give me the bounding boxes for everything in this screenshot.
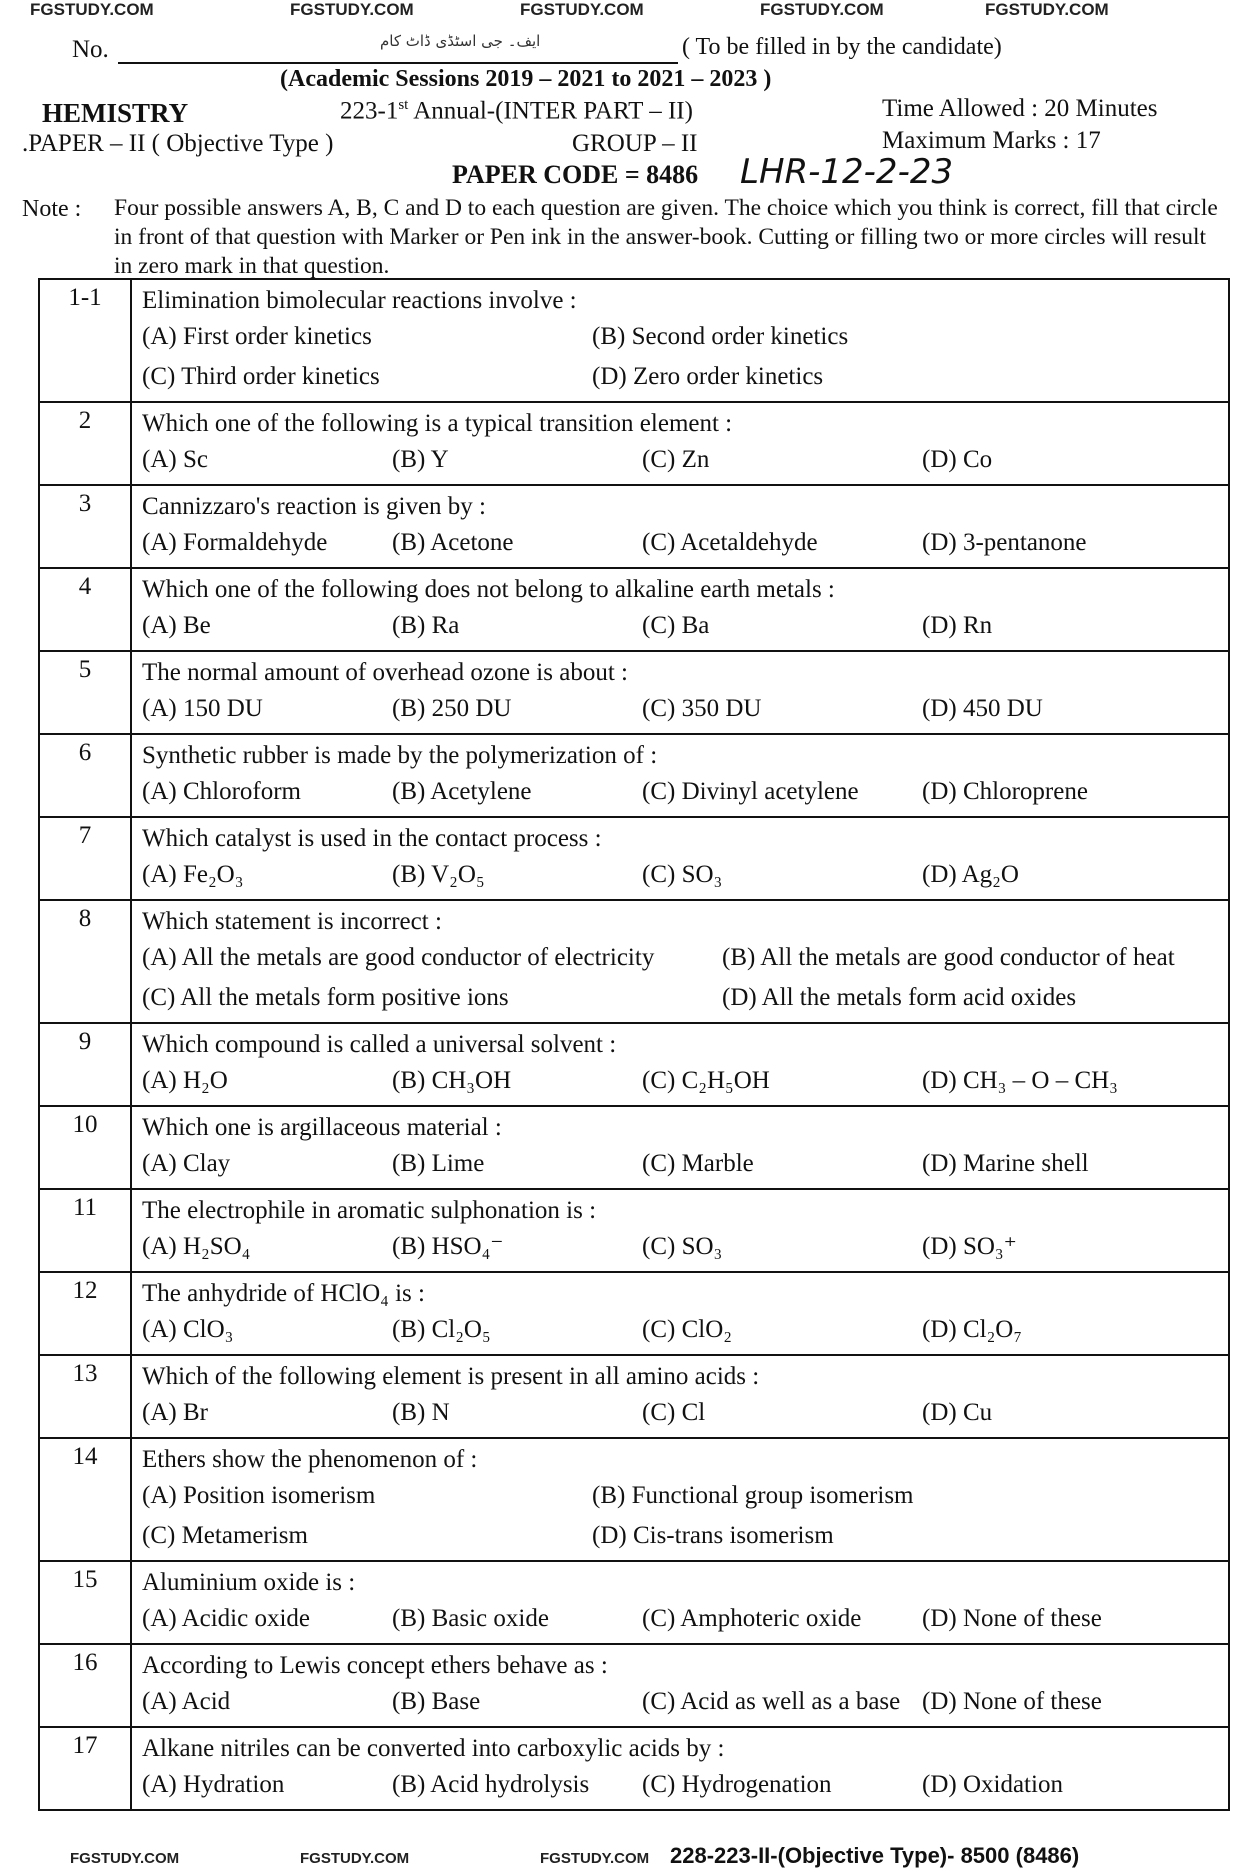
options-row bbox=[142, 938, 1218, 978]
question-row bbox=[39, 279, 1229, 402]
question-number: 5 bbox=[39, 651, 131, 734]
answer-option[interactable]: (C) Ba bbox=[642, 612, 710, 639]
question-number: 11 bbox=[39, 1189, 131, 1272]
answer-option[interactable]: (B) Functional group isomerism bbox=[592, 1482, 914, 1509]
question-text: Which one is argillaceous material : bbox=[142, 1114, 502, 1141]
answer-option[interactable]: (A) Chloroform bbox=[142, 778, 301, 805]
question-cell bbox=[131, 402, 1229, 485]
question-number: 6 bbox=[39, 734, 131, 817]
question-row bbox=[39, 900, 1229, 1023]
question-text: Which statement is incorrect : bbox=[142, 908, 442, 935]
question-row bbox=[39, 1438, 1229, 1561]
answer-option[interactable]: (D) All the metals form acid oxides bbox=[722, 984, 1077, 1011]
question-row bbox=[39, 1644, 1229, 1727]
question-row bbox=[39, 1189, 1229, 1272]
note-text: Four possible answers A, B, C and D to each question are given. The choice which you think is correct, fill that circle in front of that question with Marker or Pen ink in the answer-book. Cutting or filling two or more circles will result in zero mark in that question. bbox=[114, 195, 1218, 279]
maximum-marks: Maximum Marks : 17 bbox=[882, 127, 1101, 154]
answer-option[interactable]: (A) ClO₃ bbox=[142, 1316, 234, 1343]
question-number: 13 bbox=[39, 1355, 131, 1438]
answer-option[interactable]: (C) Acid as well as a base bbox=[642, 1688, 901, 1715]
question-cell bbox=[131, 817, 1229, 900]
question-number: 3 bbox=[39, 485, 131, 568]
answer-option[interactable]: (A) Position isomerism bbox=[142, 1482, 376, 1509]
question-text: Synthetic rubber is made by the polymerization of : bbox=[142, 742, 658, 769]
question-number: 7 bbox=[39, 817, 131, 900]
question-number: 17 bbox=[39, 1727, 131, 1810]
watermark: FGSTUDY.COM bbox=[760, 0, 884, 19]
question-row bbox=[39, 402, 1229, 485]
answer-option[interactable]: (B) Acetylene bbox=[392, 778, 532, 805]
answer-option[interactable]: (D) Marine shell bbox=[922, 1150, 1089, 1177]
question-text: Ethers show the phenomenon of : bbox=[142, 1446, 478, 1473]
question-number: 12 bbox=[39, 1272, 131, 1355]
answer-option[interactable]: (B) Lime bbox=[392, 1150, 485, 1177]
question-row bbox=[39, 817, 1229, 900]
question-cell bbox=[131, 1727, 1229, 1810]
answer-option[interactable]: (D) Oxidation bbox=[922, 1771, 1063, 1798]
options-row bbox=[142, 606, 1218, 646]
watermark: FGSTUDY.COM bbox=[290, 0, 414, 19]
question-row bbox=[39, 568, 1229, 651]
question-text: Which of the following element is present in all amino acids : bbox=[142, 1363, 760, 1390]
question-row bbox=[39, 1272, 1229, 1355]
answer-option[interactable]: (A) Br bbox=[142, 1399, 208, 1426]
question-number: 1-1 bbox=[39, 279, 131, 402]
footer-code: 228-223-II-(Objective Type)- 8500 (8486) bbox=[670, 1843, 1080, 1868]
answer-option[interactable]: (D) CH₃ – O – CH₃ bbox=[922, 1067, 1118, 1094]
options-row bbox=[142, 440, 1218, 480]
question-number: 14 bbox=[39, 1438, 131, 1561]
question-row bbox=[39, 1355, 1229, 1438]
question-text: Which one of the following does not belong to alkaline earth metals : bbox=[142, 576, 835, 603]
answer-option[interactable]: (A) Clay bbox=[142, 1150, 231, 1177]
question-row bbox=[39, 734, 1229, 817]
question-cell bbox=[131, 1355, 1229, 1438]
options-row bbox=[142, 1765, 1218, 1805]
question-text: The anhydride of HClO₄ is : bbox=[142, 1280, 425, 1307]
options-row bbox=[142, 855, 1218, 895]
time-allowed: Time Allowed : 20 Minutes bbox=[882, 95, 1158, 122]
annual-exam: 223-1st Annual-(INTER PART – II) bbox=[340, 97, 693, 125]
question-cell bbox=[131, 1106, 1229, 1189]
urdu-stamp: ایف۔ جی اسٹڈی ڈاٹ کام bbox=[380, 32, 541, 50]
answer-option[interactable]: (C) SO₃ bbox=[642, 861, 723, 888]
answer-option[interactable]: (C) 350 DU bbox=[642, 695, 762, 722]
watermark: FGSTUDY.COM bbox=[30, 0, 154, 19]
watermark: FGSTUDY.COM bbox=[985, 0, 1109, 19]
note-label: Note : bbox=[22, 196, 82, 222]
answer-option[interactable]: (A) Sc bbox=[142, 446, 208, 473]
answer-option[interactable]: (A) Acid bbox=[142, 1688, 231, 1715]
answer-option[interactable]: (C) Third order kinetics bbox=[142, 363, 380, 390]
answer-option[interactable]: (C) Marble bbox=[642, 1150, 754, 1177]
options-row bbox=[142, 1599, 1218, 1639]
subject-title: HEMISTRY bbox=[42, 98, 189, 128]
question-row bbox=[39, 1023, 1229, 1106]
answer-option[interactable]: (D) Chloroprene bbox=[922, 778, 1088, 805]
options-row bbox=[142, 1516, 1218, 1556]
answer-option[interactable]: (A) Be bbox=[142, 612, 211, 639]
answer-option[interactable]: (A) Hydration bbox=[142, 1771, 285, 1798]
options-row bbox=[142, 1061, 1218, 1101]
question-number: 8 bbox=[39, 900, 131, 1023]
options-row bbox=[142, 689, 1218, 729]
answer-option[interactable]: (D) Ag₂O bbox=[922, 861, 1019, 888]
question-row bbox=[39, 651, 1229, 734]
answer-option[interactable]: (B) N bbox=[392, 1399, 450, 1426]
answer-option[interactable]: (C) Metamerism bbox=[142, 1522, 308, 1549]
question-row bbox=[39, 1106, 1229, 1189]
question-text: Which compound is called a universal solvent : bbox=[142, 1031, 617, 1058]
question-cell bbox=[131, 1644, 1229, 1727]
answer-option[interactable]: (D) None of these bbox=[922, 1605, 1102, 1632]
roll-no-line bbox=[118, 62, 678, 64]
question-cell bbox=[131, 900, 1229, 1023]
options-row bbox=[142, 1476, 1218, 1516]
answer-option[interactable]: (C) Amphoteric oxide bbox=[642, 1605, 862, 1632]
academic-sessions: (Academic Sessions 2019 – 2021 to 2021 – 2023 ) bbox=[280, 66, 772, 92]
answer-option[interactable]: (B) Y bbox=[392, 446, 449, 473]
question-cell bbox=[131, 1561, 1229, 1644]
question-text: Aluminium oxide is : bbox=[142, 1569, 356, 1596]
group: GROUP – II bbox=[572, 130, 698, 157]
answer-option[interactable]: (C) ClO₂ bbox=[642, 1316, 732, 1343]
answer-option[interactable]: (C) C₂H₅OH bbox=[642, 1067, 770, 1094]
answer-option[interactable]: (D) Cis-trans isomerism bbox=[592, 1522, 834, 1549]
answer-option[interactable]: (A) H₂SO₄ bbox=[142, 1233, 251, 1260]
question-number: 2 bbox=[39, 402, 131, 485]
question-text: The normal amount of overhead ozone is about : bbox=[142, 659, 628, 686]
watermark: FGSTUDY.COM bbox=[540, 1850, 650, 1867]
options-row bbox=[142, 1393, 1218, 1433]
question-number: 16 bbox=[39, 1644, 131, 1727]
answer-option[interactable]: (D) Zero order kinetics bbox=[592, 363, 824, 390]
question-text: Which one of the following is a typical transition element : bbox=[142, 410, 733, 437]
answer-option[interactable]: (B) Second order kinetics bbox=[592, 323, 849, 350]
paper-title: .PAPER – II ( Objective Type ) bbox=[22, 130, 334, 157]
answer-option[interactable]: (C) Cl bbox=[642, 1399, 706, 1426]
question-text: Elimination bimolecular reactions involve : bbox=[142, 287, 577, 314]
roll-no-label: No. bbox=[72, 36, 109, 63]
answer-option[interactable]: (D) None of these bbox=[922, 1688, 1102, 1715]
question-row bbox=[39, 485, 1229, 568]
watermark: FGSTUDY.COM bbox=[520, 0, 644, 19]
question-number: 15 bbox=[39, 1561, 131, 1644]
question-cell bbox=[131, 1023, 1229, 1106]
answer-option[interactable]: (A) Fe₂O₃ bbox=[142, 861, 244, 888]
watermark: FGSTUDY.COM bbox=[70, 1850, 180, 1867]
question-cell bbox=[131, 651, 1229, 734]
question-text: Cannizzaro's reaction is given by : bbox=[142, 493, 486, 520]
answer-option[interactable]: (B) All the metals are good conductor of heat bbox=[722, 944, 1175, 971]
question-cell bbox=[131, 568, 1229, 651]
answer-option[interactable]: (A) Acidic oxide bbox=[142, 1605, 311, 1632]
answer-option[interactable]: (C) All the metals form positive ions bbox=[142, 984, 509, 1011]
answer-option[interactable]: (B) Base bbox=[392, 1688, 481, 1715]
answer-option[interactable]: (D) 3-pentanone bbox=[922, 529, 1087, 556]
answer-option[interactable]: (C) Zn bbox=[642, 446, 710, 473]
question-text: The electrophile in aromatic sulphonation is : bbox=[142, 1197, 597, 1224]
question-text: Which catalyst is used in the contact process : bbox=[142, 825, 602, 852]
answer-option[interactable]: (D) Cl₂O₇ bbox=[922, 1316, 1023, 1343]
answer-option[interactable]: (B) 250 DU bbox=[392, 695, 512, 722]
answer-option[interactable]: (B) Acetone bbox=[392, 529, 514, 556]
answer-option[interactable]: (C) Hydrogenation bbox=[642, 1771, 832, 1798]
question-cell bbox=[131, 279, 1229, 402]
questions-table bbox=[38, 278, 1230, 1811]
answer-option[interactable]: (C) Divinyl acetylene bbox=[642, 778, 859, 805]
answer-option[interactable]: (C) SO₃ bbox=[642, 1233, 723, 1260]
answer-option[interactable]: (B) V₂O₅ bbox=[392, 861, 485, 888]
answer-option[interactable]: (A) First order kinetics bbox=[142, 323, 372, 350]
options-row bbox=[142, 357, 1218, 397]
answer-option[interactable]: (A) Formaldehyde bbox=[142, 529, 328, 556]
answer-option[interactable]: (C) Acetaldehyde bbox=[642, 529, 818, 556]
question-number: 4 bbox=[39, 568, 131, 651]
options-row bbox=[142, 978, 1218, 1018]
question-cell bbox=[131, 1272, 1229, 1355]
options-row bbox=[142, 1682, 1218, 1722]
answer-option[interactable]: (A) All the metals are good conductor of electricity bbox=[142, 944, 655, 971]
options-row bbox=[142, 1310, 1218, 1350]
answer-option[interactable]: (D) 450 DU bbox=[922, 695, 1043, 722]
question-cell bbox=[131, 1438, 1229, 1561]
options-row bbox=[142, 523, 1218, 563]
question-cell bbox=[131, 1189, 1229, 1272]
options-row bbox=[142, 772, 1218, 812]
answer-option[interactable]: (B) Acid hydrolysis bbox=[392, 1771, 590, 1798]
answer-option[interactable]: (D) SO₃⁺ bbox=[922, 1233, 1017, 1260]
answer-option[interactable]: (D) Co bbox=[922, 446, 993, 473]
answer-option[interactable]: (D) Cu bbox=[922, 1399, 993, 1426]
handwritten-code: LHR-12-2-23 bbox=[740, 152, 954, 192]
answer-option[interactable]: (B) HSO₄⁻ bbox=[392, 1233, 504, 1260]
question-text: Alkane nitriles can be converted into carboxylic acids by : bbox=[142, 1735, 725, 1762]
options-row bbox=[142, 1227, 1218, 1267]
answer-option[interactable]: (A) H₂O bbox=[142, 1067, 228, 1094]
answer-option[interactable]: (B) Cl₂O₅ bbox=[392, 1316, 491, 1343]
answer-option[interactable]: (A) 150 DU bbox=[142, 695, 263, 722]
answer-option[interactable]: (B) Basic oxide bbox=[392, 1605, 549, 1632]
answer-option[interactable]: (B) Ra bbox=[392, 612, 460, 639]
question-number: 9 bbox=[39, 1023, 131, 1106]
options-row bbox=[142, 1144, 1218, 1184]
fill-note: ( To be filled in by the candidate) bbox=[682, 34, 1002, 60]
question-cell bbox=[131, 485, 1229, 568]
answer-option[interactable]: (D) Rn bbox=[922, 612, 993, 639]
question-row bbox=[39, 1561, 1229, 1644]
question-text: According to Lewis concept ethers behave as : bbox=[142, 1652, 608, 1679]
question-row bbox=[39, 1727, 1229, 1810]
answer-option[interactable]: (B) CH₃OH bbox=[392, 1067, 512, 1094]
paper-code: PAPER CODE = 8486 bbox=[452, 160, 699, 189]
options-row bbox=[142, 317, 1218, 357]
question-cell bbox=[131, 734, 1229, 817]
question-number: 10 bbox=[39, 1106, 131, 1189]
watermark: FGSTUDY.COM bbox=[300, 1850, 410, 1867]
